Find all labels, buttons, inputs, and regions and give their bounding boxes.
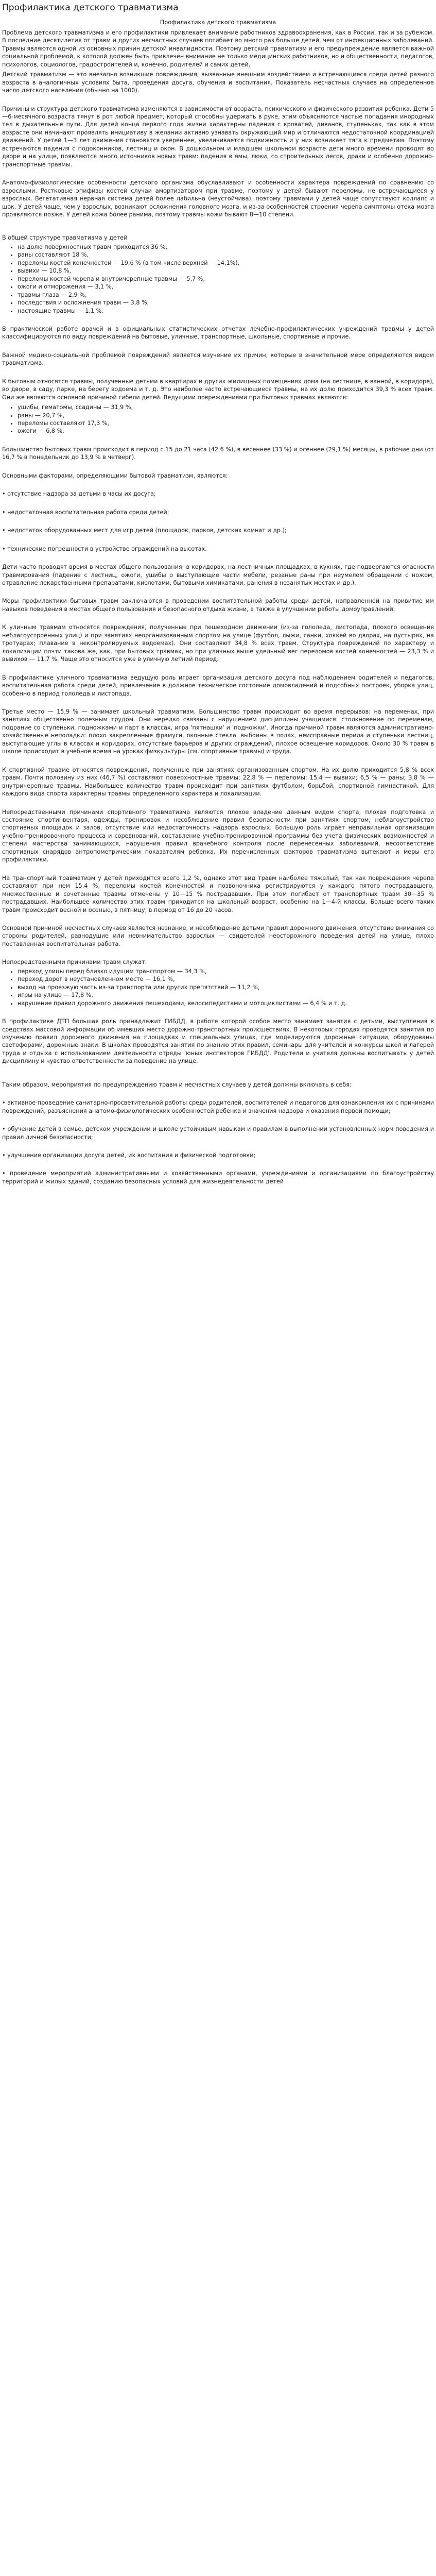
intro-paragraph: Проблема детского травматизма и его профилактики привлекает внимание работников здравоохранения, как в России, так и за рубежом. В последние десятилетия от травм и других несчастных случаев погибает во много раз больше детей, чем от инфекционных заболеваний. Травмы являются одной из основных причин детской инвалидности. Поэтому детский травматизм и его предупреждение является важной социальной проблемой, к которой должен быть привлечен внимание не только медицинских работников, но и общественности, педагогов, психологов, социологов, градостроителей и, конечно, родителей и самих детей. [2, 29, 434, 68]
list-item: • вывихи — 10,8 %, [18, 267, 434, 275]
transport-list [2, 968, 434, 1007]
list-item: • выход на проезжую часть из-за транспорта или других препятствий — 11,2 %, [18, 984, 434, 991]
page-title: Профилактика детского травматизма [2, 3, 179, 13]
body-paragraph: Непосредственными причинами спортивного травматизма являются плохое владение данным видом спорта, плохая подготовка и состояние спортинвентаря, одежды, тренировок и несоблюдение правил безопасности при занятиях спортом, неблагоустройство спортивных площадок и залов, отсутствие или недостаточность надзора взрослых. Большую роль играет неправильная организация учебно-тренировочного процесса и соревнований, составление учебно-тренировочной программы без учета физических возможностей и степени мастерства занимающихся, нарушения правил врачебного контроля после перенесенных заболеваний, несоответствие спортивных снарядов антропометрическим показателям ребенка. Их перечисленных факторов травматизма вытекают и меры его профилактики. [2, 808, 434, 863]
factors-heading: Основными факторами, определяющими бытовой травматизм, являются: [2, 472, 228, 479]
body-paragraph: Меры профилактики бытовых травм заключаются в проведении воспитательной работы среди детей, направленной на привитие им навыков поведения в местах общего пользования и безопасного отдыха жизни, а также в улучшении работы домоуправлений. [2, 598, 434, 613]
practice-paragraph: Важной медико-социальной проблемой повреждений является изучение их причин, которые в значительной мере определяются видом травматизма. [2, 351, 434, 367]
page [0, 0, 436, 1194]
summary-heading: Таким образом, мероприятия по предупреждению травм и несчастных случаев у детей должны включать в себя: [2, 1081, 352, 1088]
transport-heading: Непосредственными причинами травм служат: [2, 959, 147, 966]
page-subtitle: Профилактика детского травматизма [160, 19, 276, 26]
factor-item: • недостаток оборудованных мест для игр детей (площадок, парков, детских комнат и др.); [2, 527, 287, 534]
household-list [2, 403, 434, 435]
list-item: • переломы костей черепа и внутричерепные травмы — 5,7 %, [18, 275, 434, 283]
list-item: • настоящие травмы — 1,1 %. [18, 307, 434, 315]
list-item: • игры на улице — 17,8 %, [18, 991, 434, 999]
summary-item: • обучение детей в семье, детском учреждении и школе устойчивым навыкам и правилам в выполнении установленных норм поведения и правил личной безопасности; [2, 1126, 434, 1141]
structure-heading: В общей структуре травматизма у детей [2, 234, 128, 242]
list-item: • травмы глаза — 2,9 %, [18, 291, 434, 299]
summary-item: • проведение мероприятий административными и хозяйственными органами, учреждениями и организациями по благоустройству территорий и жилых зданий, созданию безопасных условий для жизнедеятельности детей [2, 1170, 434, 1185]
list-item: • переход дорог в неустановленном месте — 16,1 %, [18, 975, 434, 983]
structure-list [2, 243, 434, 315]
intro-paragraph: Детский травматизм — это внезапно возникшие повреждения, вызванные внешним воздействием и встречающиеся среди детей разного возраста в аналогичных условиях быта, проведения досуга, обучения и воспитания. Показатель несчастных случаев на определенное число детского населения (обычно на 1000). [2, 71, 434, 94]
body-paragraph: Основной причиной несчастных случаев является незнание, и несоблюдение детьми правил дорожного движения, отсутствие внимания со стороны родителей, равнодушие или невнимательство взрослых — свидетелей неосторожного поведения детей на улице, плохо поставленная воспитательная работа. [2, 924, 434, 947]
list-item: • последствия и осложнения травм — 3,8 %, [18, 299, 434, 307]
list-item: • переход улицы перед близко идущим транспортом — 34,3 %, [18, 968, 434, 975]
practice-paragraph: К бытовым относятся травмы, полученные детьми в квартирах и других жилищных помещениях дома (на лестнице, в ванной, в коридоре), во дворе, в саду, парке, на берегу водоема и т. д. Это наиболее часто встречающиеся травмы, на их долю приходится 39,3 % всех травм. Они же являются основной причиной гибели детей. Ведущими повреждениями при бытовых травмах являются: [2, 378, 434, 401]
list-item: • ожоги и отморожения — 3,1 %, [18, 283, 434, 291]
list-item: • раны составляют 18 %, [18, 251, 434, 259]
body-paragraph: На транспортный травматизм у детей приходится всего 1,2 %, однако этот вид травм наиболее тяжелый, так как повреждения черепа составляют при нем 15,4 %, переломы костей конечностей и позвоночника регистрируются у каждого пятого пострадавшего, множественные и сочетанные травмы отмечены у 10—15 % пострадавших. При этом погибает от транспортных травм 30—35 % пострадавших. Наибольшее количество этих травм приходится на школьный возраст, особенно на 1—4-й классы. Больше всего таких травм происходит весной и осенью, в пятницу, в период от 16 до 20 часов. [2, 874, 434, 913]
summary-item: • улучшение организации досуга детей, их воспитания и физической подготовки; [2, 1152, 256, 1159]
list-item: • на долю поверхностных травм приходится 36 %, [18, 243, 434, 251]
body-paragraph: Третье место — 15,9 % — занимает школьный травматизм. Большинство травм происходит во время перерывов: на переменах, при занятиях общественно полезным трудом. Они нередко связаны с нарушением дисциплины учащимися: столкновение по переменам, подрание со ступеньки, подножками и парт в классах, игра 'пятнашки' и 'подножки'. Иногда причиной травм являются административно-хозяйственные неполадки: плохо закрепленные фрамуги, оконные стекла, выбоины в полах, неисправные перила и ступеньки лестниц, выступающие углы в классах и коридорах, отсутствие барьеров и других ограждений, плохое освещение коридоров. Около 30 % травм в школе происходит в учебное время на уроках физкультуры (см. спортивные травмы) и труда. [2, 708, 434, 755]
body-paragraph: Дети часто проводят время в местах общего пользования: в коридорах, на лестничных площадках, в кухнях, где подвергаются опасности травмирования (падение с лестниц, ожоги, ушибы о выступающие части мебели, резаные раны при неумелом обращении с ножом, отравление лекарственными препаратами, кислотами, бытовыми химикатами, ранения в незанятых местах и др.). [2, 564, 434, 587]
list-item: • раны — 20,7 %, [18, 412, 434, 419]
factor-item: • недостаточная воспитательная работа среди детей; [2, 509, 169, 516]
list-item: • переломы костей конечностей — 19,6 % (в том числе верхней — 14,1%), [18, 259, 434, 267]
list-item: • нарушение правил дорожного движения пешеходами, велосипедистами и мотоциклистами — 6,4 % и т. д. [18, 999, 434, 1007]
practice-paragraph: В практической работе врачей и в официальных статистических отчетах лечебно-профилактических учреждений травмы у детей классифицируются по виду повреждений на бытовые, уличные, транспортные, школьные, спортивные и прочие. [2, 325, 434, 341]
body-paragraph: К уличным травмам относятся повреждения, полученные при пешеходном движении (из-за гололеда, листопада, плохого освещения неблагоустроенных улиц) и при занятиях неорганизованным спортом на улице (футбол, лыжи, санки, хоккей во дворах, на пустырях, на тротуарах; плавание в неконтролируемых водоемах). Они составляют 34,8 % всех травм. Структура повреждений по характеру и локализации почти такова же, как, при бытовых травмах, но при уличных выше удельный вес переломов костей конечностей — 23,3 % и вывихов — 11,7 %. Чаще это относится уже в уличную летний период. [2, 624, 434, 663]
list-item: • ушибы, гематомы, ссадины — 31,9 %, [18, 403, 434, 411]
causes-paragraph: Анатомо-физиологические особенности детского организма обуславливают и особенности характера повреждений по сравнению со взрослыми. Ростковые эпифизы костей случаи амортизатором при травме, поэтому у детей бывают переломы, не встречающиеся у взрослых. Вегетативная нервная система детей более лабильна (неустойчива), поэтому травмами у детей чаще сопутствуют коллапс и шок. У детей чаще, чем у взрослых, возникают осложнения головного мозга, и из-за особенностей строения черепа симптомы отека мозга проявляются позже. У детей кожа более ранима, поэтому травмы кожи бывают 8—10 степени. [2, 179, 434, 218]
list-item: • переломы составляют 17,3 %, [18, 419, 434, 427]
household-note: Большинство бытовых травм происходит в период с 15 до 21 часа (42,6 %), в весеннее (33 %) и осеннее (29,1 %) месяцы, в рабочие дни (от 16,7 % в понедельник до 13,9 % в четверг). [2, 446, 434, 461]
factor-item: • технические погрешности в устройстве ограждений на высотах. [2, 545, 207, 552]
body-paragraph: К спортивной травме относятся повреждения, полученные при занятиях организованным спортом. На их долю приходится 5,8 % всех травм. Почти половину из них (46,7 %) составляют поверхностные травмы; 22,8 % — переломы; 15,4 — вывихи; 6,5 % — раны; 3,8 % — внутричерепные травмы. Наибольшее количество травм происходит при занятиях футболом, борьбой, спортивной гимнастикой. Для каждого вида спорта характерны травмы определенного характера и локализации. [2, 766, 434, 798]
factor-item: • отсутствие надзора за детьми в часы их досуга; [2, 490, 156, 498]
summary-item: • активное проведение санитарно-просветительной работы среди родителей, воспитателей и педагогов для ознакомления их с причинами повреждений, разъяснения анатомо-физиологических особенностей ребенка и значения надзора и оказания первой помощи; [2, 1099, 434, 1114]
closing-paragraph: В профилактике ДТП большая роль принадлежит ГИБДД, в работе которой особое место занимает занятия с детьми, выступления в средствах массовой информации об имевших место дорожно-транспортных происшествиях. В некоторых городах проводятся занятия по изучению правил дорожного движения на площадках и специальных улицах, где моделируются дорожные ситуации, оборудованы светофорами, дорожные знаки. В школах проводятся занятия по знанию этих правил, семинары для учителей и конкурсы школ и лагерей труда и отдыха с использованием деятельности отряды 'юных инспекторов ГИБДД'. Родители и учителя должны воспитывать у детей дисциплину и чувство ответственности за поведение на улице. [2, 1018, 434, 1065]
causes-paragraph: Причины и структура детского травматизма изменяются в зависимости от возраста, психического и физического развития ребенка. Дети 5—6-месячного возраста тянут в рот любой предмет, который способны удержать в руке, этим объясняются частые попадания инородных тел в дыхательные пути. Для детей конца первого года жизни характерны падения с кроватей, диванов, ступеньках, так как в этом возрасте они начинают проявлять инициативу в желании активно узнавать окружающий мир и отличаются недостаточной координацией движений. У детей 1—3 лет движения становятся увереннее, увеличивается подвижность и у них возникает тяга к предметам. Поэтому встречаются падения с подоконников, лестниц и окон. В дошкольном и младшем школьном возрасте дети много времени проводят во дворе и на улице, появляются много источников новых травм: падения в ямы, люки, со строительных лесов, драки и особенно дорожно-транспортные травмы. [2, 105, 434, 168]
list-item: • ожоги — 6,8 %. [18, 427, 434, 435]
body-paragraph: В профилактике уличного травматизма ведущую роль играет организация детского досуга под наблюдением родителей и педагогов, воспитательная работа среди детей, привлечение в должное техническое состояние домовладений и подсобных построек, уборка улиц, особенно в период гололеда и листопада. [2, 674, 434, 697]
